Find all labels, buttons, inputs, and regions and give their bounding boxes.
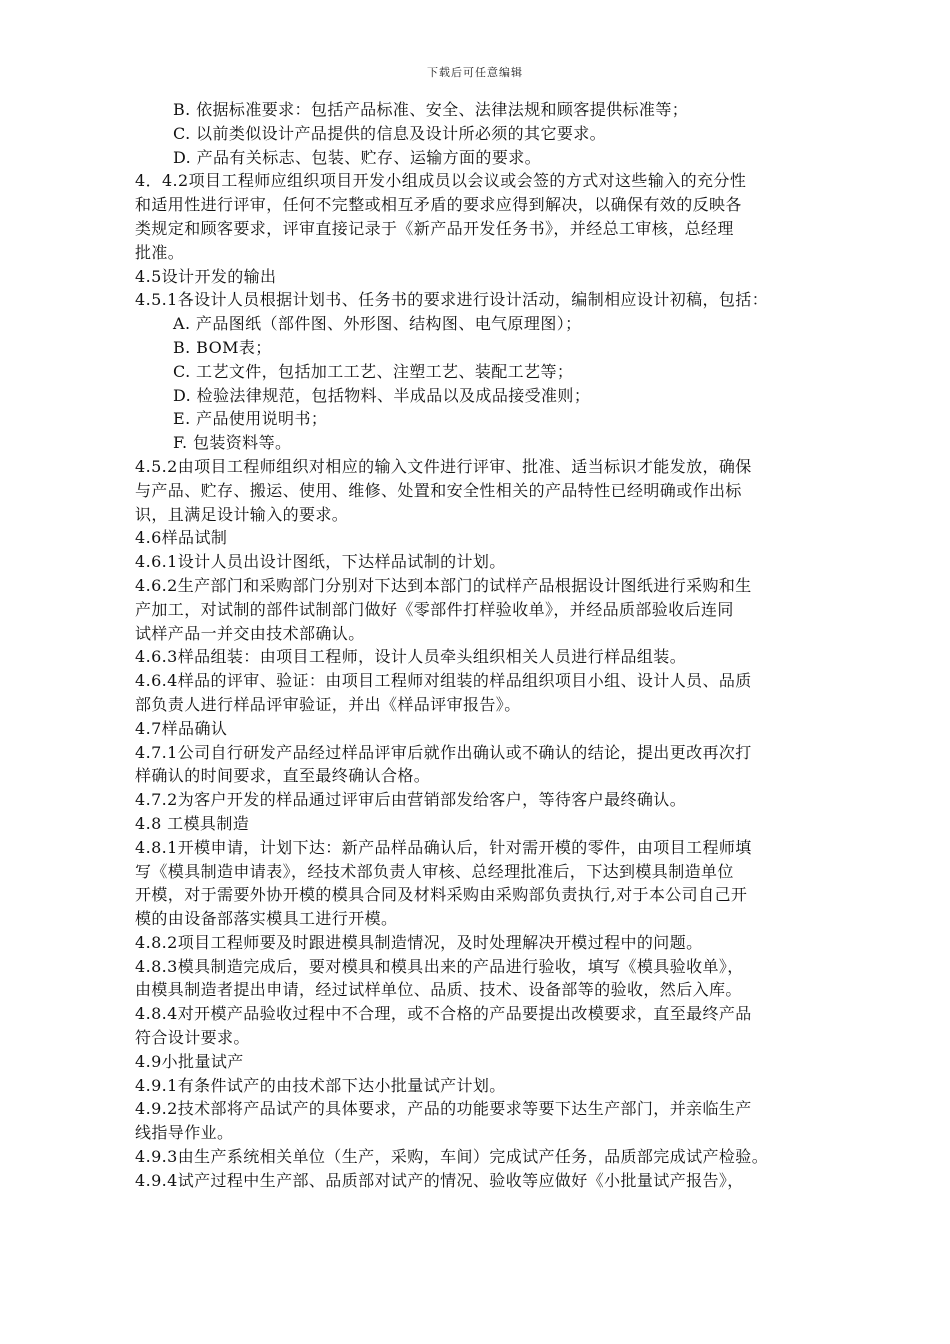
list-item: C. 以前类似设计产品提供的信息及设计所必须的其它要求。 xyxy=(173,123,607,143)
paragraph-line: 符合设计要求。 xyxy=(135,1028,250,1048)
paragraph-line: 4.8.4对开模产品验收过程中不合理，或不合格的产品要提出改模要求，直至最终产品 xyxy=(135,1004,752,1024)
paragraph-line: 试样产品一并交由技术部确认。 xyxy=(135,623,365,643)
paragraph-line: 写《模具制造申请表》，经技术部负责人审核、总经理批准后，下达到模具制造单位 xyxy=(135,861,734,881)
section-heading: 4.7样品确认 xyxy=(135,718,228,738)
paragraph-line: 类规定和顾客要求，评审直接记录于《新产品开发任务书》，并经总工审核，总经理 xyxy=(135,218,734,238)
paragraph-line: 部负责人进行样品评审验证，并出《样品评审报告》。 xyxy=(135,694,521,714)
paragraph-line: 产加工，对试制的部件试制部门做好《零部件打样验收单》，并经品质部验收后连同 xyxy=(135,599,734,619)
paragraph-line: 4.9.2技术部将产品试产的具体要求，产品的功能要求等要下达生产部门，并亲临生产 xyxy=(135,1099,752,1119)
paragraph-line: 4.9.4试产过程中生产部、品质部对试产的情况、验收等应做好《小批量试产报告》， xyxy=(135,1170,744,1190)
paragraph-line: 4.8.2项目工程师要及时跟进模具制造情况，及时处理解决开模过程中的问题。 xyxy=(135,932,703,952)
paragraph-line: 4.7.2为客户开发的样品通过评审后由营销部发给客户，等待客户最终确认。 xyxy=(135,790,687,810)
paragraph-line: 线指导作业。 xyxy=(135,1123,234,1143)
section-heading: 4.9小批量试产 xyxy=(135,1051,244,1071)
paragraph-line: 4．4.2项目工程师应组织项目开发小组成员以会议或会签的方式对这些输入的充分性 xyxy=(135,171,747,191)
paragraph-line: 4.8.3模具制造完成后，要对模具和模具出来的产品进行验收，填写《模具验收单》， xyxy=(135,956,744,976)
paragraph-line: 4.5.1各设计人员根据计划书、任务书的要求进行设计活动，编制相应设计初稿，包括： xyxy=(135,290,769,310)
list-item: D. 产品有关标志、包装、贮存、运输方面的要求。 xyxy=(173,147,542,167)
paragraph-line: 批准。 xyxy=(135,242,185,262)
paragraph-line: 4.6.1设计人员出设计图纸，下达样品试制的计划。 xyxy=(135,552,506,572)
paragraph-line: 4.6.2生产部门和采购部门分别对下达到本部门的试样产品根据设计图纸进行采购和生 xyxy=(135,575,752,595)
paragraph-line: 4.6.4样品的评审、验证：由项目工程师对组装的样品组织项目小组、设计人员、品质 xyxy=(135,671,752,691)
paragraph-line: 4.8.1开模申请，计划下达：新产品样品确认后，针对需开模的零件，由项目工程师填 xyxy=(135,837,752,857)
list-item: B. BOM表； xyxy=(173,337,272,357)
list-item: F. 包装资料等。 xyxy=(173,433,292,453)
paragraph-line: 4.6.3样品组装：由项目工程师，设计人员牵头组织相关人员进行样品组装。 xyxy=(135,647,687,667)
paragraph-line: 和适用性进行评审，任何不完整或相互矛盾的要求应得到解决，以确保有效的反映各 xyxy=(135,195,742,215)
list-item: D. 检验法律规范，包括物料、半成品以及成品接受准则； xyxy=(173,385,591,405)
paragraph-line: 4.5.2由项目工程师组织对相应的输入文件进行评审、批准、适当标识才能发放，确保 xyxy=(135,456,752,476)
list-item: C. 工艺文件，包括加工工艺、注塑工艺、装配工艺等； xyxy=(173,361,574,381)
list-item: B. 依据标准要求：包括产品标准、安全、法律法规和顾客提供标准等； xyxy=(173,100,689,119)
paragraph-line: 与产品、贮存、搬运、使用、维修、处置和安全性相关的产品特性已经明确或作出标 xyxy=(135,480,742,500)
page-header: 下载后可任意编辑 xyxy=(427,66,523,79)
document-body xyxy=(135,98,865,1193)
list-item: E. 产品使用说明书； xyxy=(173,409,328,429)
paragraph-line: 开模，对于需要外协开模的模具合同及材料采购由采购部负责执行,对于本公司自己开 xyxy=(135,885,748,905)
section-heading: 4.5设计开发的输出 xyxy=(135,266,277,286)
section-heading: 4.6样品试制 xyxy=(135,528,228,548)
paragraph-line: 4.9.3由生产系统相关单位（生产，采购，车间）完成试产任务，品质部完成试产检验。 xyxy=(135,1147,769,1167)
paragraph-line: 样确认的时间要求，直至最终确认合格。 xyxy=(135,766,431,786)
paragraph-line: 4.9.1有条件试产的由技术部下达小批量试产计划。 xyxy=(135,1075,506,1095)
paragraph-line: 由模具制造者提出申请，经过试样单位、品质、技术、设备部等的验收，然后入库。 xyxy=(135,980,742,1000)
section-heading: 4.8 工模具制造 xyxy=(135,813,250,833)
list-item: A. 产品图纸（部件图、外形图、结构图、电气原理图）； xyxy=(173,314,582,334)
paragraph-line: 4.7.1公司自行研发产品经过样品评审后就作出确认或不确认的结论，提出更改再次打 xyxy=(135,742,752,762)
paragraph-line: 识，且满足设计输入的要求。 xyxy=(135,504,349,524)
paragraph-line: 模的由设备部落实模具工进行开模。 xyxy=(135,909,398,929)
